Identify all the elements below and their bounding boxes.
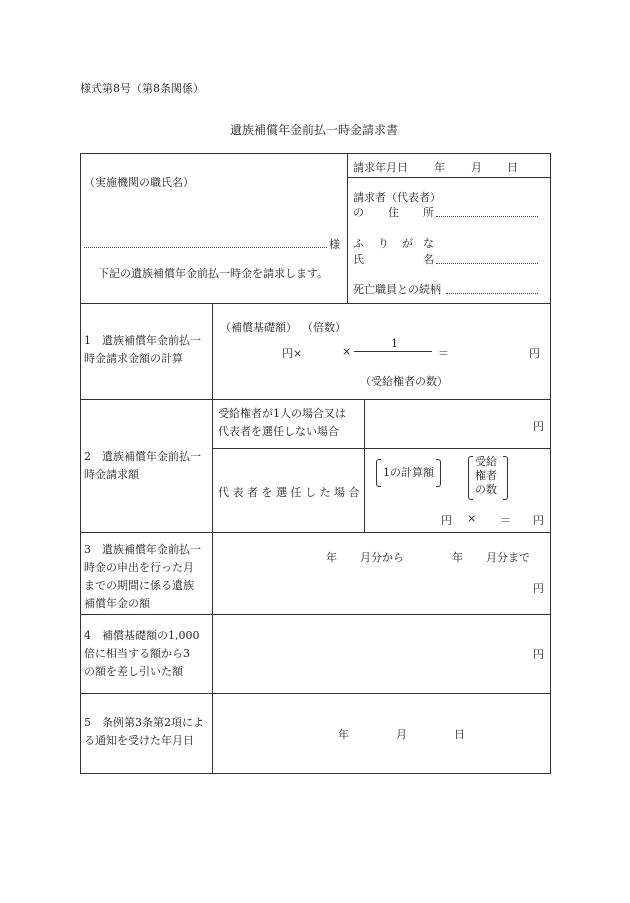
request-date-label: 請求年月日 [353, 161, 408, 174]
row2-recipients-label: 受給 権者 の数 [475, 455, 497, 496]
row1-equals: ＝ [438, 347, 449, 360]
request-statement: 下記の遺族補償年金前払一時金を請求します。 [98, 267, 329, 280]
row2-calc-amount-label: 1の計算額 [383, 466, 434, 479]
name-mei: 名 [423, 253, 434, 266]
address-ju: 住 [388, 206, 399, 219]
row4-yen: 円 [533, 648, 544, 661]
row5-label: 5 条例第3条第2項によ る通知を受けた年月日 [84, 716, 204, 747]
row3-from-year: 年 [326, 551, 337, 564]
row2-single-yen: 円 [533, 420, 544, 433]
name-shi: 氏 [353, 253, 364, 266]
row2-rep-times: × [467, 512, 477, 525]
form-number: 様式第8号（第8条関係） [80, 82, 204, 95]
name-input-line[interactable] [436, 263, 538, 264]
furigana-1: ふ [353, 237, 364, 250]
row1-fraction-bar [354, 351, 432, 352]
furigana-3: が [402, 237, 413, 250]
row2-rep-yen: 円 [441, 514, 452, 527]
row2-rep-equals: ＝ [500, 514, 511, 527]
row5-month: 月 [396, 728, 407, 741]
recipients-bracket-right [503, 456, 508, 500]
row2-rep-result-yen: 円 [533, 514, 544, 527]
furigana-2: り [378, 237, 389, 250]
relationship-input-line[interactable] [446, 293, 538, 294]
row1-yen: 円 [529, 347, 540, 360]
calc-amount-bracket-left [376, 459, 381, 487]
address-input-line[interactable] [436, 216, 538, 217]
address-sho: 所 [423, 206, 434, 219]
row2-case-single: 受給権者が1人の場合又は 代表者を選任しない場合 [218, 407, 346, 438]
furigana-4: な [423, 237, 434, 250]
calc-amount-bracket-right [436, 459, 441, 487]
request-date-day: 日 [507, 161, 518, 174]
row3-until-month: 月分まで [486, 551, 530, 564]
row2-label: 2 遺族補償年金前払一 時金請求額 [84, 450, 201, 481]
row3-until-year: 年 [452, 551, 463, 564]
row3-yen: 円 [533, 582, 544, 595]
recipients-bracket-left [468, 456, 473, 500]
sama-label: 様 [329, 238, 340, 251]
request-date-year: 年 [434, 161, 445, 174]
recipient-name-line[interactable] [84, 247, 327, 248]
row3-from-month: 月分から [360, 551, 404, 564]
row1-base-amount-label: （補償基礎額） [220, 321, 297, 334]
page-title: 遺族補償年金前払一時金請求書 [230, 123, 399, 137]
row5-year: 年 [338, 728, 349, 741]
row2-case-rep: 代表者を選任した場合 [218, 486, 363, 499]
row1-times: × [342, 345, 352, 358]
row3-label: 3 遺族補償年金前払一 時金の申出を行った月 までの期間に係る遺族 補償年金の額 [84, 543, 201, 610]
row4-label: 4 補償基礎額の1,000 倍に相当する額から3 の額を差し引いた額 [84, 629, 200, 678]
row1-yen-times: 円× [282, 347, 303, 360]
claimant-label: 請求者（代表者） [353, 191, 441, 204]
row5-day: 日 [454, 728, 465, 741]
row1-multiplier-label: （倍数） [302, 321, 346, 334]
row1-label: 1 遺族補償年金前払一 時金請求金額の計算 [84, 334, 201, 365]
relationship-label: 死亡職員との続柄 [353, 283, 441, 296]
row1-denominator-label: （受給権者の数） [360, 375, 448, 388]
address-no: の [353, 206, 364, 219]
recipient-label: （実施機関の職氏名） [84, 176, 194, 189]
row1-numerator: 1 [391, 337, 398, 350]
request-date-month: 月 [471, 161, 482, 174]
